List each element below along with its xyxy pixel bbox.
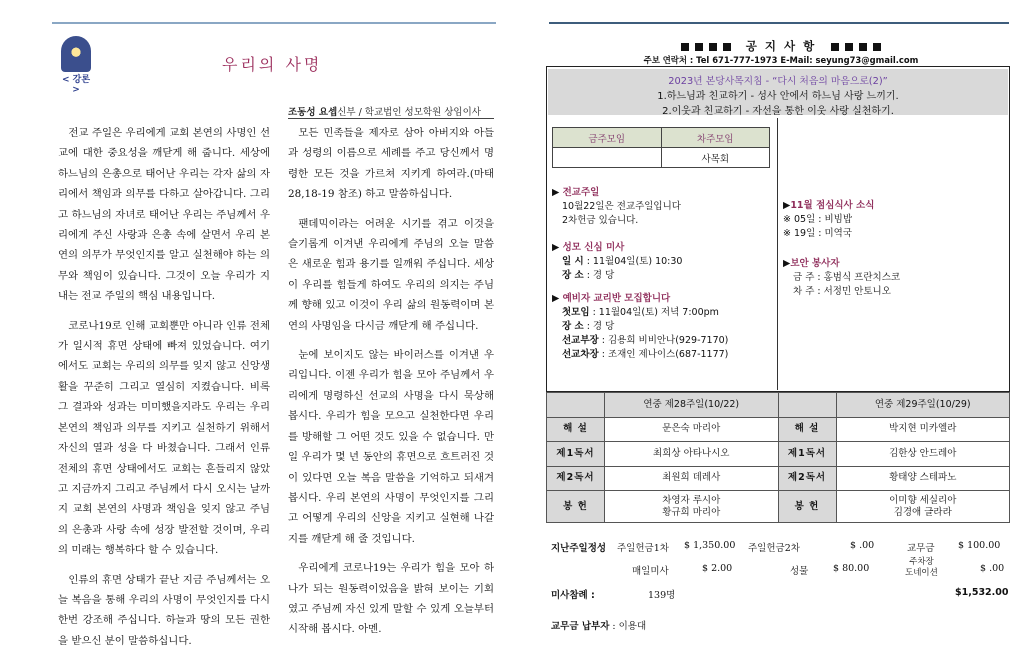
role-label: 해 설 xyxy=(778,417,836,442)
payer-value: : 이용대 xyxy=(612,621,647,632)
table-row xyxy=(547,417,1010,442)
finance-value: $ .00 xyxy=(850,540,875,551)
role-label: 제2독서 xyxy=(778,466,836,491)
empty-header-cell xyxy=(547,393,605,418)
square-icon xyxy=(873,43,881,51)
field-value: : 경 당 xyxy=(586,270,615,281)
field-value: : 김용희 비비안나(929-7170) xyxy=(601,335,729,346)
role-label: 해 설 xyxy=(547,417,605,442)
field-label: 장 소 xyxy=(562,270,584,281)
banner-line-1: 1.하느님과 친교하기 - 성사 안에서 하느님 사랑 느끼기. xyxy=(657,91,899,102)
finance-label: 교무금 xyxy=(907,543,935,554)
field-value: : 조재인 제나이스(687-1177) xyxy=(601,349,729,360)
week2-name: 박지현 미카엘라 xyxy=(836,417,1010,442)
notice-line: ※ 19일 : 미역국 xyxy=(783,228,853,239)
role-label: 제1독서 xyxy=(778,442,836,467)
notice-heading: 예비자 교리반 모집합니다 xyxy=(562,293,671,304)
field-label: 첫모임 xyxy=(562,307,590,318)
finance-title: 지난주일정성 xyxy=(551,543,607,554)
square-icon xyxy=(723,43,731,51)
triangle-bullet-icon: ▶ xyxy=(552,242,563,253)
field-label: 선교부장 xyxy=(562,335,599,346)
role-label: 봉 헌 xyxy=(547,491,605,523)
square-icon xyxy=(859,43,867,51)
mission-sunday-notice xyxy=(552,186,681,228)
attendance-label: 미사참례 : xyxy=(551,590,595,601)
banner-title: 2023년 본당사목지침 - “다시 처음의 마음으로(2)” xyxy=(668,76,888,87)
finance-total: $1,532.00 xyxy=(955,587,1009,598)
field-value: : 경 당 xyxy=(586,321,615,332)
notice-line: ※ 05일 : 비빔밥 xyxy=(783,214,853,225)
author-name: 조동성 요셉 xyxy=(288,107,338,118)
paragraph: 코로나19로 인해 교회뿐만 아니라 인류 전체가 일시적 휴면 상태에 빠져 있었습니다. 여기에서도 교회는 우리의 의무를 잊지 않고 신앙생활을 꾸준히 그리고 열심히 지켰습니다. 비록 그 결과와 성과는 미미했을지라도 우리는 우리 본연의 책임과 의무를 지키고 실천하기 위해서 자신의 열과 성을 다 바쳤습니다. 그래서 인류 전체의 휴면 상태에서도 교회는 흔들리지 않았고 지금까지 그리고 주님께서 다시 오시는 날까지 교회 본연의 사명과 책임을 잊지 않고 주님의 은총과 사랑 속에 성장 발전할 것이며, 우리의 미래는 행복하다 할 수 있습니다. xyxy=(58,319,270,557)
table-row xyxy=(547,491,1010,523)
notice-line: 2차헌금 있습니다. xyxy=(562,215,639,226)
week2-header: 연중 제29주일(10/29) xyxy=(836,393,1010,418)
logo-caption: < 강론 > xyxy=(61,75,91,95)
payer-line xyxy=(551,618,646,632)
notice-heading: 보안 봉사자 xyxy=(790,258,840,269)
paragraph: 모든 민족들을 제자로 삼아 아버지와 아들과 성령의 이름으로 세례를 주고 당신께서 명령한 모든 것을 가르쳐 지키게 하여라.(마태 28,18-19 참조) 하고 말씀하십니다. xyxy=(288,127,494,201)
week1-header: 연중 제28주일(10/22) xyxy=(605,393,779,418)
security-volunteer-notice xyxy=(783,257,900,299)
notice-title xyxy=(546,38,1016,54)
paragraph: 눈에 보이지도 않는 바이러스를 이겨낸 우리입니다. 이젠 우리가 힘을 모아 주님께서 우리에게 명령하신 선교의 사명을 다시 묵상해 봅시다. 우리가 힘을 모으고 실천한다면 우리를 방해할 그 어떤 것도 있을 수 없습니다. 만일 우리가 몇 년 동안의 휴면으로 흐트러진 것이 있다면 오늘 복음 말씀을 기억하고 되새겨 봅시다. 우리 본연의 사명이 무엇인지를 그리고 어떻게 우리의 신앙을 지키고 실현해 나갈지를 깨닫게 해 줄 것입니다. xyxy=(288,349,494,545)
finance-value: $ .00 xyxy=(980,563,1005,574)
paragraph: 인류의 휴면 상태가 끝난 지금 주님께서는 오늘 복음을 통해 우리의 사명이 무엇인지를 다시 한번 강조해 주십니다. 하늘과 땅의 모든 권한을 받으신 분이 말씀하십니다. xyxy=(58,573,270,647)
notice-line: 차 주 : 서정민 안토니오 xyxy=(793,286,891,297)
finance-value: $ 1,350.00 xyxy=(684,540,736,551)
table-row xyxy=(547,442,1010,467)
cross-icon xyxy=(61,36,91,72)
week1-name: 차영자 루시아 황규희 마리아 xyxy=(605,491,779,523)
week1-name: 문은숙 마리아 xyxy=(605,417,779,442)
homily-column-1 xyxy=(58,123,270,660)
field-label: 장 소 xyxy=(562,321,584,332)
notice-heading: 11월 점심식사 소식 xyxy=(790,200,875,211)
author-rule xyxy=(288,118,494,119)
homily-logo xyxy=(58,36,94,95)
finance-value: $ 80.00 xyxy=(833,563,870,574)
triangle-bullet-icon: ▶ xyxy=(552,293,563,304)
paragraph: 전교 주일은 우리에게 교회 본연의 사명인 선교에 대한 중요성을 깨닫게 해 줍니다. 세상에 하느님의 은총으로 태어난 우리는 각자 삶의 자리에서 책임과 의무를 다하고 살아갑니다. 그리고 하느님의 자녀로 태어난 우리는 주님께서 우리에게 주신 사랑과 은총 속에 살면서 우리 본연의 의무가 무엇인지를 알고 실천해야 하는 의무와 책임이 있습니다. 그것이 오늘 우리가 지내는 전교 주일의 핵심 내용입니다. xyxy=(58,127,270,303)
lunch-notice xyxy=(783,199,874,241)
notice-heading: 전교주일 xyxy=(562,187,600,198)
field-value: : 11월04일(토) 저녁 7:00pm xyxy=(592,307,719,318)
week2-name: 황태양 스테파노 xyxy=(836,466,1010,491)
triangle-bullet-icon: ▶ xyxy=(783,200,791,211)
next-week-meeting: 사목회 xyxy=(661,148,770,168)
field-value: : 11월04일(토) 10:30 xyxy=(586,256,683,267)
meetings-table xyxy=(552,127,770,168)
week1-name: 최희상 아타나시오 xyxy=(605,442,779,467)
finance-label: 주차장 도네이션 xyxy=(905,557,938,578)
author-line xyxy=(288,104,481,118)
week2-name: 이미향 세실리아 김경애 글라라 xyxy=(836,491,1010,523)
next-week-meeting-header: 차주모임 xyxy=(661,128,770,148)
role-label: 제1독서 xyxy=(547,442,605,467)
devotion-mass-notice xyxy=(552,241,682,283)
page-title: 우리의 사명 xyxy=(222,55,323,74)
square-icon xyxy=(831,43,839,51)
this-week-meeting xyxy=(553,148,662,168)
role-label: 봉 헌 xyxy=(778,491,836,523)
finance-label: 주일헌금2차 xyxy=(748,543,800,554)
field-label: 일 시 xyxy=(562,256,584,267)
finance-label: 성물 xyxy=(790,566,809,577)
paragraph: 우리에게 코로나19는 우리가 힘을 모아 하나가 되는 원동력이었음을 밝혀 보이는 기회였고 주님께 자신 있게 말할 수 있게 오늘부터 시작해 봅시다. 아멘. xyxy=(288,562,494,636)
role-label: 제2독서 xyxy=(547,466,605,491)
finance-value: $ 2.00 xyxy=(702,563,733,574)
top-rule-right xyxy=(549,22,1009,24)
week2-name: 김한상 안드레아 xyxy=(836,442,1010,467)
triangle-bullet-icon: ▶ xyxy=(552,187,563,198)
notice-line: 10월22일은 전교주일입니다 xyxy=(562,201,681,212)
triangle-bullet-icon: ▶ xyxy=(783,258,791,269)
finance-label: 주일헌금1차 xyxy=(617,543,669,554)
square-icon xyxy=(709,43,717,51)
attendance-value: 139명 xyxy=(648,590,676,601)
notice-divider xyxy=(777,118,778,390)
square-icon xyxy=(681,43,689,51)
homily-column-2 xyxy=(288,123,494,649)
notice-line: 금 주 : 홍범식 프란치스코 xyxy=(793,272,901,283)
finance-label: 매일미사 xyxy=(632,566,669,577)
week1-name: 최원희 데레사 xyxy=(605,466,779,491)
liturgy-schedule-table xyxy=(546,392,1010,523)
payer-label: 교무금 납부자 xyxy=(551,621,610,632)
author-role: 신부 / 학교법인 성모학원 상임이사 xyxy=(337,107,481,118)
notice-heading: 성모 신심 미사 xyxy=(562,242,625,253)
top-rule-left xyxy=(52,22,496,24)
banner-line-2: 2.이웃과 친교하기 - 자선을 통한 이웃 사랑 실천하기. xyxy=(662,106,894,117)
pastoral-banner xyxy=(548,69,1008,115)
finance-value: $ 100.00 xyxy=(958,540,1001,551)
notice-title-text: 공 지 사 항 xyxy=(745,39,817,53)
square-icon xyxy=(845,43,853,51)
empty-header-cell xyxy=(778,393,836,418)
table-row xyxy=(547,466,1010,491)
contact-line: 주보 연락처 : Tel 671-777-1973 E-Mail: seyung73@gmail.com xyxy=(643,55,919,65)
paragraph: 팬데믹이라는 어려운 시기를 겪고 이것을 슬기롭게 이겨낸 우리에게 주님의 오늘 말씀은 새로운 힘과 용기를 일깨워 주십니다. 세상이 우리를 힘들게 하여도 우리의 의지는 주님께 향해 있고 이것이 우리 삶의 원동력이며 본연의 사명임을 다시금 깨닫게 해 주십니다. xyxy=(288,217,494,332)
square-icon xyxy=(695,43,703,51)
this-week-meeting-header: 금주모임 xyxy=(553,128,662,148)
field-label: 선교차장 xyxy=(562,349,599,360)
catechumen-notice xyxy=(552,292,728,362)
